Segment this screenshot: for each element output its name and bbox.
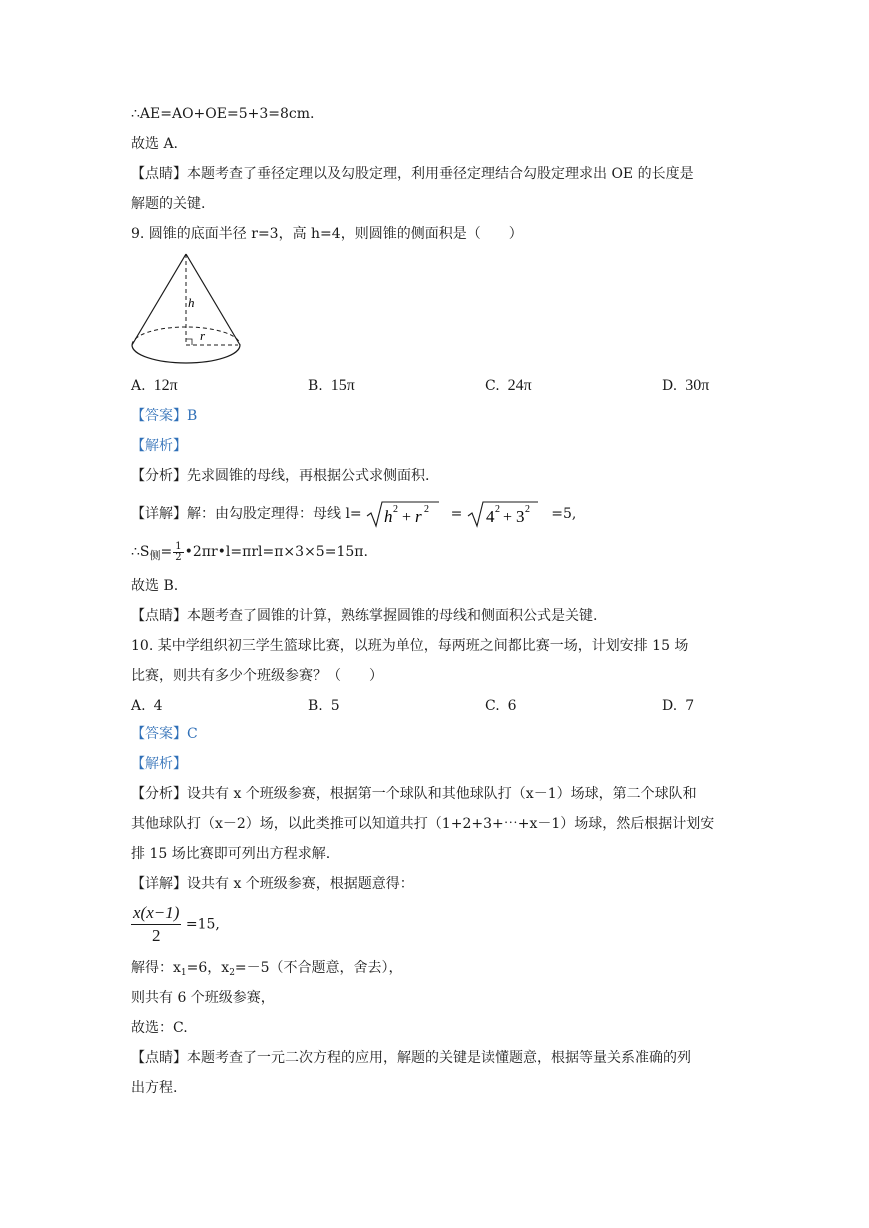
- area-formula-line: $\therefore S_侧=$ $\frac{1}{2}$ •2πr•l=πrl=π×3×5=15π.: [131, 540, 368, 563]
- option-c: C. 24π: [485, 377, 532, 394]
- solution-line: 【详解】解：由勾股定理得：母线 l= h 2 + r 2 = 4 2 + 3 2 =5,: [131, 500, 576, 528]
- option-a: A. 12π: [131, 377, 178, 394]
- option-b: B. 5: [308, 698, 340, 714]
- text-line: ∴AE=AO+OE=5+3=8cm.: [131, 106, 315, 122]
- text-line: 【详解】设共有 x 个班级参赛，根据题意得：: [131, 876, 414, 892]
- svg-text:+: +: [402, 509, 412, 526]
- cone-diagram: [128, 250, 248, 370]
- question-10-cont: 比赛，则共有多少个班级参赛？（ ）: [131, 668, 383, 684]
- svg-text:3: 3: [515, 507, 525, 526]
- svg-text:r: r: [415, 507, 422, 526]
- svg-text:2: 2: [494, 504, 500, 515]
- analysis-label: 【解析】: [131, 756, 187, 772]
- sqrt-expression: [366, 500, 440, 528]
- text-line: 【点睛】本题考查了一元二次方程的应用，解题的关键是读懂题意，根据等量关系准确的列: [131, 1050, 691, 1066]
- svg-text:h: h: [384, 507, 393, 526]
- text-line: 故选 A.: [131, 136, 179, 152]
- text-line: 排 15 场比赛即可列出方程求解.: [131, 846, 331, 862]
- text-line: 故选：C.: [131, 1020, 188, 1036]
- equation-fraction: $\frac{x(x-1)}{2}$ =15,: [133, 903, 220, 945]
- svg-text:2: 2: [424, 504, 430, 515]
- question-10: 10. 某中学组织初三学生篮球比赛，以班为单位，每两班之间都比赛一场，计划安排 15 场: [131, 638, 689, 654]
- option-a: A. 4: [131, 698, 163, 714]
- option-c: C. 6: [485, 698, 517, 714]
- text-line: 【分析】设共有 x 个班级参赛，根据第一个球队和其他球队打（x－1）场球，第二个球队和: [131, 786, 697, 802]
- text-line: 故选 B.: [131, 578, 179, 594]
- svg-text:+: +: [502, 509, 512, 526]
- text-line: 其他球队打（x－2）场，以此类推可以知道共打（1+2+3+⋯+x－1）场球，然后根据计划安: [131, 816, 715, 832]
- svg-text:2: 2: [393, 504, 399, 515]
- cone-radius-label: r: [200, 328, 206, 343]
- sqrt-expression: [467, 500, 539, 528]
- text-line: 【分析】先求圆锥的母线，再根据公式求侧面积.: [131, 468, 430, 484]
- cone-height-label: h: [188, 295, 195, 310]
- answer-label: 【答案】B: [131, 408, 198, 424]
- text-line: 解题的关键.: [131, 196, 206, 212]
- text-line: 出方程.: [131, 1080, 178, 1096]
- option-b: B. 15π: [308, 377, 355, 394]
- svg-text:2: 2: [524, 504, 530, 515]
- analysis-label: 【解析】: [131, 438, 187, 454]
- answer-label: 【答案】C: [131, 726, 198, 742]
- text-line: 则共有 6 个班级参赛，: [131, 990, 275, 1006]
- question-9: 9. 圆锥的底面半径 r=3，高 h=4，则圆锥的侧面积是（ ）: [131, 226, 523, 242]
- option-d: D. 7: [662, 698, 695, 714]
- svg-text:4: 4: [485, 507, 495, 526]
- text-line: 【点睛】本题考查了圆锥的计算，熟练掌握圆锥的母线和侧面积公式是关键.: [131, 608, 598, 624]
- option-d: D. 30π: [662, 377, 710, 394]
- fraction: $\frac{1}{2}$: [175, 540, 182, 563]
- roots-line: 解得：$x_1=6$，$x_2=-5$（不合题意，舍去），: [131, 960, 403, 978]
- text-line: 【点睛】本题考查了垂径定理以及勾股定理，利用垂径定理结合勾股定理求出 OE 的长度是: [131, 166, 694, 182]
